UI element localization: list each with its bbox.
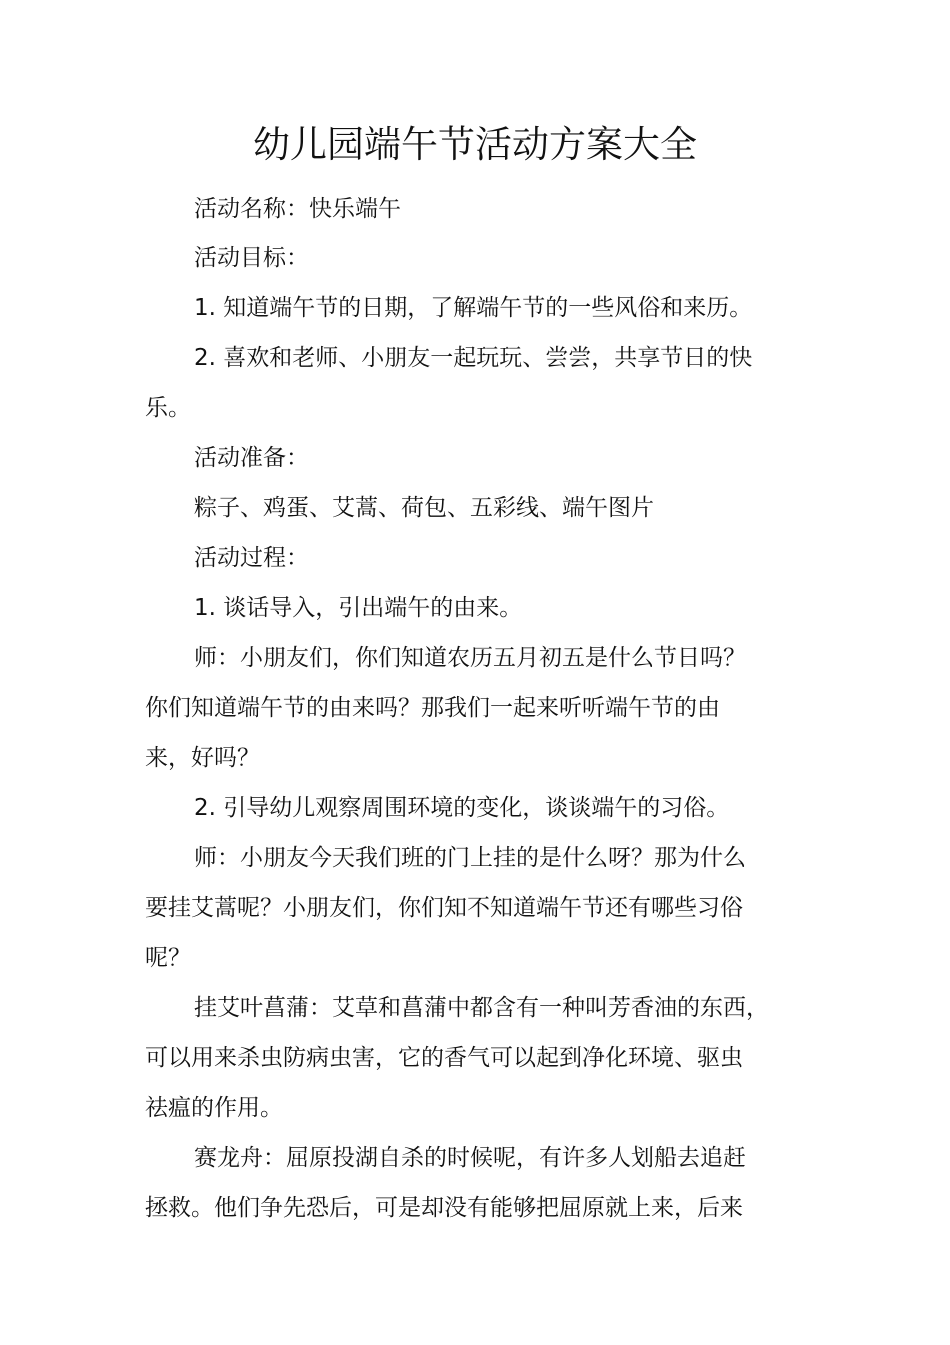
dragon-boat-paragraph: 赛龙舟：屈原投湖自杀的时候呢，有许多人划船去追赶	[194, 1145, 746, 1171]
activity-goal-heading: 活动目标：	[194, 245, 309, 271]
custom-mugwort-continued: 可以用来杀虫防病虫害，它的香气可以起到净化环境、驱虫	[145, 1045, 743, 1071]
goal-item-1: 1. 知道端午节的日期，了解端午节的一些风俗和来历。	[194, 295, 753, 321]
preparation-items: 粽子、鸡蛋、艾蒿、荷包、五彩线、端午图片	[194, 495, 654, 521]
dragon-boat-continued: 拯救。他们争先恐后，可是却没有能够把屈原就上来，后来	[145, 1195, 743, 1221]
teacher-question-2-continued: 要挂艾蒿呢？小朋友们，你们知不知道端午节还有哪些习俗	[145, 895, 743, 921]
teacher-question-2-end: 呢？	[145, 945, 191, 971]
teacher-question-2: 师：小朋友今天我们班的门上挂的是什么呀？那为什么	[194, 845, 746, 871]
custom-mugwort-end: 祛瘟的作用。	[145, 1095, 283, 1121]
document-title: 幼儿园端午节活动方案大全	[253, 123, 697, 166]
teacher-question-1: 师：小朋友们，你们知道农历五月初五是什么节日吗？	[194, 645, 746, 671]
process-step-2: 2. 引导幼儿观察周围环境的变化，谈谈端午的习俗。	[194, 795, 730, 821]
teacher-question-1-end: 来，好吗？	[145, 745, 260, 771]
goal-item-2-continued: 乐。	[145, 395, 191, 421]
process-step-1: 1. 谈话导入，引出端午的由来。	[194, 595, 523, 621]
teacher-question-1-continued: 你们知道端午节的由来吗？那我们一起来听听端午节的由	[145, 695, 720, 721]
process-heading: 活动过程：	[194, 545, 309, 571]
goal-item-2: 2. 喜欢和老师、小朋友一起玩玩、尝尝，共享节日的快	[194, 345, 753, 371]
custom-mugwort-paragraph: 挂艾叶菖蒲：艾草和菖蒲中都含有一种叫芳香油的东西，	[194, 995, 769, 1021]
preparation-heading: 活动准备：	[194, 445, 309, 471]
activity-name-line: 活动名称：快乐端午	[194, 196, 401, 222]
